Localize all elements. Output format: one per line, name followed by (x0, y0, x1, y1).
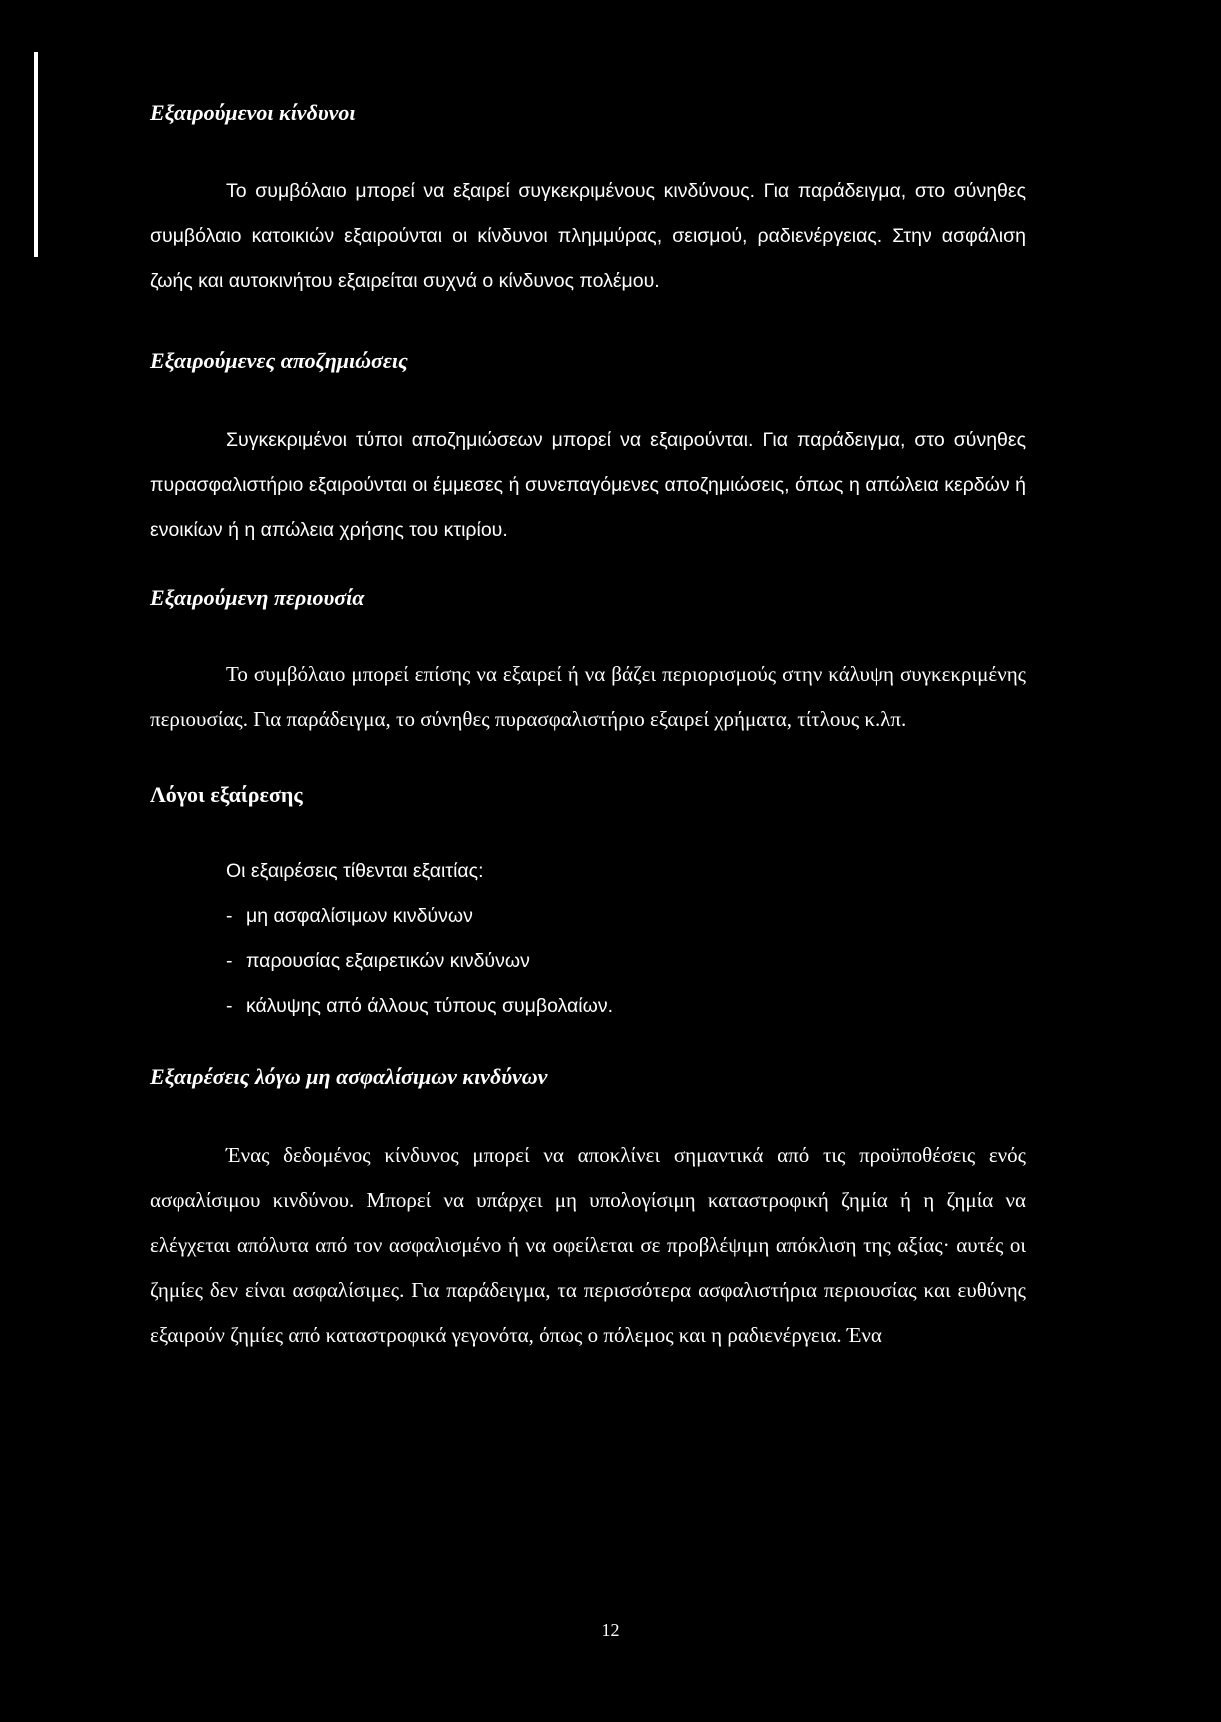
paragraph-exclusion-reasons-intro: Οι εξαιρέσεις τίθενται εξαιτίας: (226, 859, 484, 882)
page-number: 12 (601, 1620, 620, 1640)
paragraph-excluded-losses: Συγκεκριμένοι τύποι αποζημιώσεων μπορεί να εξαιρούνται. Για παράδειγμα, στο σύνηθες πυρασφαλιστήριο εξαιρούνται οι έμμεσες ή συνεπαγόμενες αποζημιώσεις, όπως η απώλεια κερδών ή ενοικίων ή η απώλεια χρήσης του κτιρίου. (150, 428, 1026, 541)
section-heading-excluded-property: Εξαιρούμενη περιουσία (150, 584, 365, 610)
paragraph-excluded-perils: Το συμβόλαιο μπορεί να εξαιρεί συγκεκριμένους κινδύνους. Για παράδειγμα, στο σύνηθες συμβόλαιο κατοικιών εξαιρούνται οι κίνδυνοι πλημμύρας, σεισμού, ραδιενέργειας. Στην ασφάλιση ζωής και αυτοκινήτου εξαιρείται συχνά ο κίνδυνος πολέμου. (150, 180, 1026, 293)
exclusion-reasons-list (150, 894, 1026, 1029)
document-page (150, 100, 1026, 1358)
section-heading-excluded-losses: Εξαιρούμενες αποζημιώσεις (150, 348, 408, 374)
margin-change-bar (34, 52, 38, 257)
list-item: - κάλυψης από άλλους τύπους συμβολαίων. (226, 984, 1026, 1029)
section-heading-uninsurable-risks: Εξαιρέσεις λόγω μη ασφαλίσιμων κινδύνων (150, 1063, 548, 1089)
section-heading-exclusion-reasons: Λόγοι εξαίρεσης (150, 782, 303, 808)
list-item: - μη ασφαλίσιμων κινδύνων (226, 894, 1026, 939)
list-item: - παρουσίας εξαιρετικών κινδύνων (226, 939, 1026, 984)
paragraph-uninsurable-risks: Ένας δεδομένος κίνδυνος μπορεί να αποκλίνει σημαντικά από τις προϋποθέσεις ενός ασφαλίσιμου κινδύνου. Μπορεί να υπάρχει μη υπολογίσιμη καταστροφική ζημία ή η ζημία να ελέγχεται απόλυτα από τον ασφαλισμένο ή να οφείλεται σε προβλέψιμη απόκλιση της αξίας· αυτές οι ζημίες δεν είναι ασφαλίσιμες. Για παράδειγμα, τα περισσότερα ασφαλιστήρια περιουσίας και ευθύνης εξαιρούν ζημίες από καταστροφικά γεγονότα, όπως ο πόλεμος και η ραδιενέργεια. Ένα (150, 1142, 1026, 1347)
paragraph-excluded-property: Το συμβόλαιο μπορεί επίσης να εξαιρεί ή να βάζει περιορισμούς στην κάλυψη συγκεκριμένης περιουσίας. Για παράδειγμα, το σύνηθες πυρασφαλιστήριο εξαιρεί χρήματα, τίτλους κ.λπ. (150, 662, 1026, 732)
section-heading-excluded-perils: Εξαιρούμενοι κίνδυνοι (150, 100, 356, 125)
